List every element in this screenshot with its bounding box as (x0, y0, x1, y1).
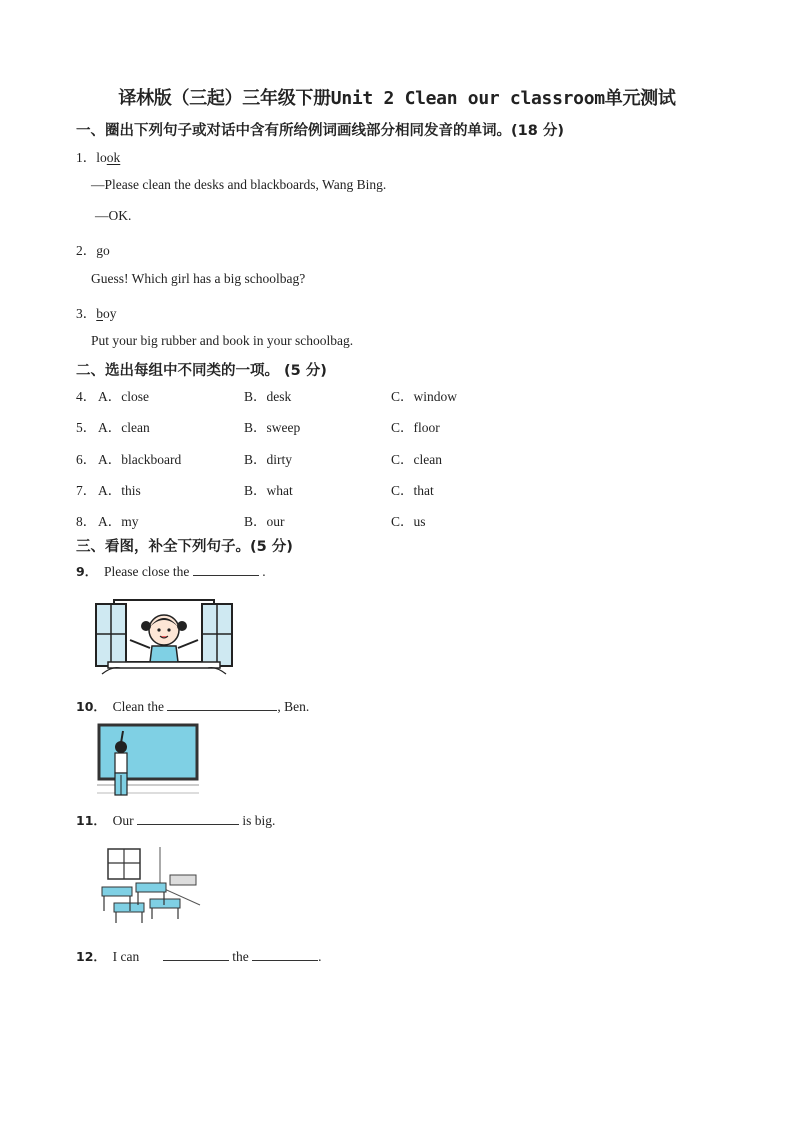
question-12 (76, 947, 322, 965)
row-7-number: 7． (76, 483, 97, 498)
question-2-line-1: Guess! Which girl has a big schoolbag? (91, 271, 306, 286)
question-11 (76, 811, 275, 829)
section-3-heading: 三、看图，补全下列句子。(5 分) (76, 539, 293, 555)
question-1-line-2: —OK. (95, 208, 132, 223)
answer-blank-1[interactable] (163, 948, 229, 961)
option-8a: A．my (98, 514, 139, 529)
question-2 (76, 239, 110, 259)
question-1 (76, 146, 120, 166)
answer-blank-2[interactable] (252, 948, 318, 961)
question-number: 3． (76, 306, 97, 321)
sentence-start: Our (112, 813, 134, 828)
blackboard-boy-illustration (97, 723, 199, 801)
option-4b: B．desk (244, 389, 292, 404)
underlined-part: ok (106, 150, 121, 165)
classroom-desks-illustration (100, 847, 202, 925)
option-7a: A．this (98, 483, 141, 498)
option-8b: B．our (244, 514, 285, 529)
question-1-line-1: —Please clean the desks and blackboards, Wang Bing. (91, 177, 387, 192)
sentence-start: I can (112, 949, 140, 964)
option-5b: B．sweep (244, 420, 301, 435)
option-5a: A．clean (98, 420, 150, 435)
option-4c: C．window (391, 389, 458, 404)
page-title: 译林版（三起）三年级下册Unit 2 Clean our classroom单元测试 (118, 88, 676, 109)
option-6c: C．clean (391, 452, 442, 467)
option-8c: C．us (391, 514, 426, 529)
sentence-start: Clean the (112, 699, 165, 714)
underlined-part: b (96, 306, 103, 321)
answer-blank[interactable] (137, 812, 239, 825)
example-word: g (96, 243, 103, 258)
option-7c: C．that (391, 483, 434, 498)
row-6-number: 6． (76, 452, 97, 467)
section-2-heading: 二、选出每组中不同类的一项。 (5 分) (76, 363, 327, 379)
example-word: oy (103, 306, 117, 321)
answer-blank[interactable] (167, 698, 277, 711)
section-1-heading: 一、圈出下列句子或对话中含有所给例词画线部分相同发音的单词。(18 分) (76, 123, 564, 139)
answer-blank[interactable] (193, 563, 259, 576)
sentence-end: . (262, 564, 266, 579)
option-7b: B．what (244, 483, 293, 498)
question-3 (76, 302, 117, 322)
example-word: lo (96, 150, 107, 165)
sentence-end: . (318, 949, 322, 964)
sentence-middle: the (232, 949, 249, 964)
question-3-line-1: Put your big rubber and book in your schoolbag. (91, 333, 354, 348)
option-6a: A．blackboard (98, 452, 182, 467)
question-number: 1． (76, 150, 97, 165)
sentence-start: Please close the (103, 564, 190, 579)
option-6b: B．dirty (244, 452, 293, 467)
row-8-number: 8． (76, 514, 97, 529)
question-number: 10． (76, 699, 106, 714)
question-number: 9． (76, 564, 98, 579)
question-number: 11． (76, 813, 106, 828)
question-number: 2． (76, 243, 97, 258)
underlined-part: o (103, 243, 110, 258)
question-10 (76, 697, 309, 715)
row-4-number: 4． (76, 389, 97, 404)
window-girl-illustration (94, 594, 234, 678)
row-5-number: 5． (76, 420, 97, 435)
question-number: 12． (76, 949, 106, 964)
option-5c: C．floor (391, 420, 440, 435)
option-4a: A．close (98, 389, 149, 404)
sentence-end: is big. (242, 813, 276, 828)
question-9 (76, 562, 266, 580)
sentence-end: , Ben. (277, 699, 310, 714)
